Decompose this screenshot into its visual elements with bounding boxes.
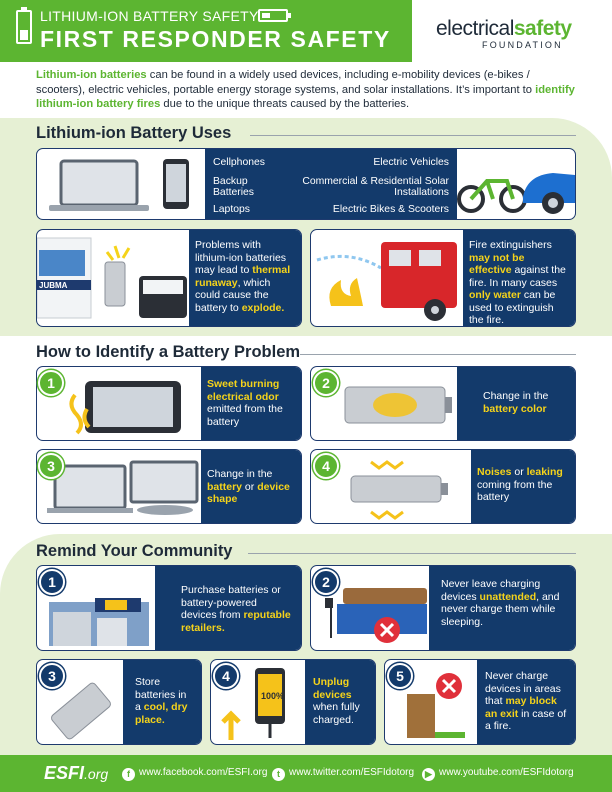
problem-text-c: , which could cause the battery to [195, 276, 271, 314]
twitter-url: www.twitter.com/ESFIdotorg [289, 767, 415, 778]
swollen-device-illustration [47, 460, 199, 518]
logo-word2: safety [513, 17, 572, 40]
r2-text-a: Never leave charging devices [441, 578, 541, 603]
use-electric-vehicles: Electric Vehicles [373, 157, 449, 168]
id1-text: emitted from the battery [207, 403, 283, 428]
remind-number-5: 5 [387, 663, 413, 689]
problem-text-a: Problems with lithium-ion batteries may lead to [195, 239, 287, 276]
small-battery-icon [258, 9, 288, 22]
twitter-icon: t [272, 768, 285, 781]
ext-text-e: can be used to extinguish the fire. [469, 289, 556, 326]
remind-text-2 [429, 566, 575, 650]
id4-highlight-b: leaking [526, 466, 563, 478]
remind-number-4: 4 [213, 663, 239, 689]
id4-text-a: or [511, 466, 527, 478]
id3-highlight-b: device shape [207, 480, 290, 505]
identify-card-4 [310, 449, 576, 524]
remind-number-2: 2 [313, 569, 339, 595]
identify-text-2 [457, 367, 575, 440]
intro-paragraph [36, 68, 581, 112]
identify-text-1 [201, 367, 301, 440]
ext-text-c: against the fire. In many cases [469, 264, 566, 289]
remind-text-3 [123, 660, 201, 744]
twitter-link[interactable] [272, 767, 414, 781]
ebike-car-illustration [457, 153, 575, 217]
intro-text-1: can be found in a widely used devices, including e-mobility devices (e-bikes / scooters), electric vehicles, portable energy storage systems, and solar installations. It’s important to [36, 69, 536, 96]
remind-card-5 [384, 659, 576, 745]
discolored-battery-illustration [341, 379, 461, 429]
ext-highlight-b: may not be effective [469, 251, 525, 276]
use-backup-batteries: Backup Batteries [213, 176, 255, 198]
ambulance-lettering: JUBMA [39, 281, 68, 290]
youtube-icon: ▶ [422, 768, 435, 781]
id4-text-b: coming from the battery [477, 478, 553, 503]
identify-card-1 [36, 366, 302, 441]
tablet-odor-illustration [67, 375, 189, 435]
remind-text-4 [305, 660, 375, 744]
r4-text: when fully charged. [313, 701, 360, 726]
header-banner [0, 0, 412, 62]
youtube-link[interactable] [422, 767, 574, 781]
identify-card-2 [310, 366, 576, 441]
remind-card-2 [310, 565, 576, 651]
footer-logo-text: ESFI [44, 763, 85, 783]
store-illustration [45, 588, 155, 648]
thermal-runaway-text [189, 230, 301, 326]
identify-card-3 [36, 449, 302, 524]
id2-highlight: battery color [483, 402, 547, 415]
identify-number-3: 3 [38, 453, 64, 479]
identify-divider [300, 354, 576, 355]
remind-text-1 [155, 566, 301, 650]
intro-text-2: due to the unique threats caused by the batteries. [160, 98, 410, 110]
ext-text-a: Fire extinguishers [469, 239, 552, 251]
id3-highlight-a: battery [207, 480, 243, 493]
esf-logo[interactable] [436, 17, 596, 50]
header-supertitle: LITHIUM-ION BATTERY SAFETY [40, 8, 259, 24]
footer-logo[interactable] [44, 763, 108, 784]
r4-highlight: Unplug devices [313, 676, 352, 701]
laptop-phone-illustration [45, 157, 205, 215]
uses-list-panel [205, 149, 457, 219]
r1-text: Purchase batteries or battery-powered devices from [181, 584, 281, 621]
intro-highlight-2: identify lithium-ion battery fires [36, 83, 575, 110]
use-solar: Commercial & Residential Solar Installations [302, 176, 449, 198]
use-ebikes: Electric Bikes & Scooters [332, 204, 449, 215]
identify-number-4: 4 [313, 453, 339, 479]
extinguisher-text [463, 230, 575, 326]
problem-highlight-b: thermal runaway [195, 264, 291, 289]
identify-title: How to Identify a Battery Problem [36, 343, 301, 361]
header-title: FIRST RESPONDER SAFETY [40, 26, 391, 52]
phone-screen-percent: 100% [261, 691, 285, 701]
remind-number-1: 1 [39, 569, 65, 595]
identify-text-4 [471, 450, 575, 523]
identify-number-1: 1 [38, 370, 64, 396]
battery-icon [16, 10, 32, 44]
logo-sub: FOUNDATION [482, 40, 563, 50]
intro-highlight-1: Lithium-ion batteries [36, 69, 147, 81]
id4-highlight-a: Noises [477, 466, 512, 478]
r2-text-b: , and never charge them while sleeping. [441, 590, 560, 628]
footer [0, 755, 612, 792]
youtube-url: www.youtube.com/ESFIdotorg [439, 767, 574, 778]
id3-text-b: or [242, 480, 258, 493]
ambulance-police-illustration [37, 230, 189, 326]
uses-card [36, 148, 576, 220]
r1-highlight: reputable retailers. [181, 609, 291, 634]
header [0, 0, 612, 62]
problem-highlight-d: explode. [241, 301, 285, 314]
facebook-link[interactable] [122, 767, 267, 781]
r5-highlight: may block an exit [485, 695, 557, 720]
noisy-battery-illustration [341, 456, 461, 520]
id1-highlight: Sweet burning electrical odor [207, 378, 280, 403]
facebook-icon: f [122, 768, 135, 781]
id3-text-a: Change in the [207, 468, 273, 480]
r3-highlight: cool, dry place. [135, 701, 188, 726]
r5-text-a: Never charge devices in areas that [485, 670, 561, 707]
remind-text-5 [477, 660, 575, 744]
remind-card-1 [36, 565, 302, 651]
identify-number-2: 2 [313, 370, 339, 396]
use-laptops: Laptops [213, 204, 250, 215]
uses-title: Lithium-ion Battery Uses [36, 124, 232, 142]
r5-text-b: in case of a fire. [485, 707, 567, 732]
r3-text: Store batteries in a [135, 676, 187, 713]
use-cellphones: Cellphones [213, 157, 265, 168]
uses-divider [250, 135, 576, 136]
thermal-runaway-card [36, 229, 302, 327]
extinguisher-card [310, 229, 576, 327]
facebook-url: www.facebook.com/ESFI.org [139, 767, 268, 778]
remind-number-3: 3 [39, 663, 65, 689]
remind-divider [248, 553, 576, 554]
identify-text-3 [201, 450, 301, 523]
r2-highlight: unattended [479, 590, 537, 603]
logo-word1: electrical [436, 17, 514, 40]
remind-title: Remind Your Community [36, 542, 233, 560]
footer-logo-suffix: .org [84, 766, 109, 782]
ext-highlight-d: only water [469, 289, 521, 301]
fire-truck-illustration [311, 230, 463, 326]
id2-text: Change in the [483, 390, 549, 402]
